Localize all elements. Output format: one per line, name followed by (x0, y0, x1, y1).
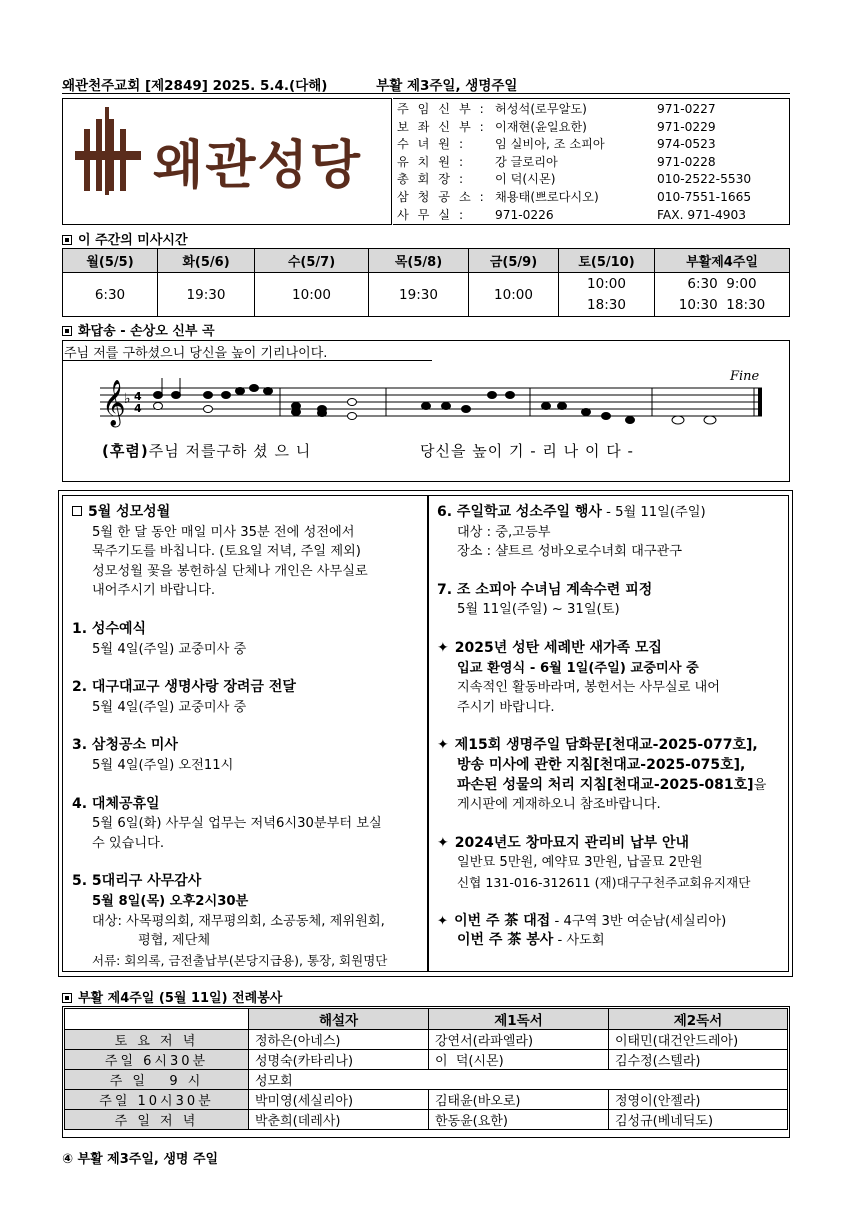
staff-role: 보 좌 신 부 : (397, 119, 487, 134)
announcement-title: 7. 조 소피아 수녀님 계속수련 피정 (437, 581, 653, 598)
staff-role: 삼 청 공 소 : (397, 189, 487, 204)
staff-row (397, 189, 789, 207)
first-reader: 김태윤(바오로) (429, 1090, 609, 1110)
mass-time-cell (559, 273, 655, 317)
service-row (65, 1090, 788, 1110)
mass-time-row (63, 273, 790, 317)
announcement-title: ✦ 제15회 생명주일 담화문[천대교-2025-077호], (437, 737, 758, 754)
day-header: 수(5/7) (255, 249, 369, 273)
announcement-text: 지속적인 활동바라며, 봉헌서는 사무실로 내어 (457, 680, 721, 696)
staff-name: 임 실비아, 조 소피아 (495, 137, 605, 152)
announcement-title: ✦ 이번 주 茶 대접 - 4구역 3반 여순남(세실리아) (437, 912, 727, 929)
lyric-part-1: 주님 저를구하 셨 으 니 (148, 442, 312, 460)
first-reader: 이 덕(시몬) (429, 1050, 609, 1070)
staff-name: 채용태(쁘로다시오) (495, 189, 599, 204)
announcement-text: 묵주기도를 바칩니다. (토요일 저녁, 주일 제외) (92, 544, 361, 560)
staff-name: 허성석(로무알도) (495, 102, 587, 116)
commentator: 성모회 (249, 1070, 788, 1090)
announcement-title: 5. 5대리구 사무감사 (72, 873, 202, 890)
service-header (65, 1009, 249, 1030)
day-header: 토(5/10) (559, 249, 655, 273)
mass-times-table (62, 248, 790, 317)
announcement-text: 5월 4일(주일) 교중미사 중 (92, 641, 247, 657)
announcement-title: 1. 성수예식 (72, 620, 147, 637)
day-header: 월(5/5) (63, 249, 158, 273)
liturgical-day: 부활 제3주일, 생명주일 (376, 78, 518, 94)
first-reader: 한동윤(요한) (429, 1110, 609, 1130)
announcement-title: 3. 삼청공소 미사 (72, 737, 178, 754)
section-bullet-icon (62, 993, 72, 1003)
service-title: 부활 제4주일 (5월 11일) 전례봉사 (62, 987, 282, 1006)
mass-time: 10:30 18:30 (678, 296, 766, 313)
commentator: 박춘희(데레사) (249, 1110, 429, 1130)
announcement-text: 파손된 성물의 처리 지침[천대교-2025-081호]을 (457, 776, 767, 793)
staff-name: 971-0226 (495, 207, 554, 222)
staff-row (397, 207, 789, 225)
music-staff (90, 366, 770, 436)
commentator: 박미영(세실리아) (249, 1090, 429, 1110)
announcement-title: ✦ 2025년 성탄 세례반 새가족 모집 (437, 639, 662, 656)
church-name-logo: 왜관성당 (153, 136, 362, 196)
announcement-text: 5월 11일(주일) ~ 31일(토) (457, 602, 620, 618)
first-reader: 강연서(라파엘라) (429, 1030, 609, 1050)
announcement-text: 성모성월 꽃을 봉헌하실 단체나 개인은 사무실로 (92, 563, 368, 579)
service-row (65, 1110, 788, 1130)
right-announcements (437, 503, 766, 951)
section-bullet-icon (62, 235, 72, 245)
svg-text:♭: ♭ (124, 391, 131, 407)
mass-time: 10:00 (469, 273, 559, 317)
star-icon: ✦ (437, 737, 449, 754)
service-header-row (65, 1009, 788, 1030)
star-icon: ✦ (437, 913, 449, 929)
announcement-text: 신협 131-016-312611 (재)대구구천주교회유지재단 (457, 874, 751, 890)
staff-name: 이 덕(시몬) (495, 172, 556, 187)
commentator: 성명숙(카타리나) (249, 1050, 429, 1070)
service-row (65, 1030, 788, 1050)
section-bullet-icon (62, 326, 72, 336)
bulletin-header (62, 74, 517, 94)
service-slot: 주일 6시30분 (65, 1050, 249, 1070)
announcement-text: 5월 6일(화) 사무실 업무는 저녁6시30분부터 보실 (92, 816, 382, 832)
announcement-text: 서류: 회의록, 금전출납부(본당지급용), 통장, 회원명단 (92, 952, 388, 968)
announcement-text: 평협, 제단체 (138, 933, 211, 949)
service-row (65, 1070, 788, 1090)
day-header: 부활제4주일 (655, 249, 790, 273)
staff-row (397, 119, 789, 137)
service-table (64, 1008, 788, 1130)
star-icon: ✦ (437, 639, 449, 656)
svg-text:4: 4 (134, 402, 142, 415)
announcement-title: 4. 대체공휴일 (72, 795, 160, 812)
service-header: 제1독서 (429, 1009, 609, 1030)
psalm-title: 화답송 - 손상오 신부 곡 (62, 320, 215, 339)
staff-role: 수 녀 원 : (397, 137, 466, 152)
staff-directory (393, 98, 790, 225)
page-footer: ④ 부활 제3주일, 생명 주일 (62, 1152, 219, 1167)
announcement-text: 5월 8일(목) 오후2시30분 (92, 893, 249, 909)
second-reader: 정영이(안젤라) (609, 1090, 788, 1110)
announcement-text: 5월 4일(주일) 교중미사 중 (92, 699, 247, 715)
staff-phone: 010-2522-5530 (657, 172, 752, 187)
service-row (65, 1050, 788, 1070)
staff-phone: 974-0523 (657, 137, 716, 152)
treble-clef-icon: 𝄞 (102, 380, 126, 426)
service-header: 해설자 (249, 1009, 429, 1030)
announcement-text: 대상: 사목평의회, 재무평의회, 소공동체, 제위원회, (92, 913, 385, 929)
service-slot: 주 일 저 녁 (65, 1110, 249, 1130)
commentator: 정하은(아네스) (249, 1030, 429, 1050)
mass-time: 6:30 9:00 (687, 275, 757, 292)
mass-time: 19:30 (158, 273, 255, 317)
staff-row (397, 136, 789, 154)
announcement-text: 내어주시기 바랍니다. (92, 583, 216, 599)
announcement-title: 5월 성모성월 (72, 503, 387, 523)
staff-phone: 971-0228 (657, 154, 716, 169)
star-icon: ✦ (437, 834, 449, 851)
mass-time: 18:30 (587, 296, 626, 313)
announcement-title: 6. 주일학교 성소주일 행사 - 5월 11일(주일) (437, 504, 706, 520)
left-announcements (72, 503, 387, 970)
second-reader: 김수정(스텔라) (609, 1050, 788, 1070)
refrain-label: (후렴) (102, 442, 149, 460)
staff-role: 사 무 실 : (397, 207, 466, 222)
psalm-lyric-line (102, 440, 311, 461)
mass-time-cell (655, 273, 790, 317)
service-slot: 주 일 9 시 (65, 1070, 249, 1090)
announcement-text: 주시기 바랍니다. (457, 699, 555, 715)
service-header: 제2독서 (609, 1009, 788, 1030)
bulletin-issue: 왜관천주교회 [제2849] 2025. 5.4.(다해) (62, 78, 328, 94)
fine-marker: Fine (730, 369, 760, 384)
church-logo-box (62, 98, 392, 225)
staff-role: 총 회 장 : (397, 172, 466, 187)
service-slot: 토 요 저 녁 (65, 1030, 249, 1050)
staff-role: 주 임 신 부 : (397, 102, 487, 116)
announcement-text: 5월 4일(주일) 오전11시 (92, 757, 234, 773)
mass-time: 19:30 (369, 273, 469, 317)
announcement-text: 게시판에 게재하오니 참조바랍니다. (457, 797, 661, 813)
announcement-text: 이번 주 茶 봉사 - 사도회 (457, 932, 605, 949)
staff-phone: 971-0227 (657, 102, 716, 116)
staff-phone: 010-7551-1665 (657, 189, 752, 204)
mass-header-row (63, 249, 790, 273)
day-header: 금(5/9) (469, 249, 559, 273)
announcement-title: 2. 대구대교구 생명사랑 장려금 전달 (72, 679, 296, 696)
announcement-text: 입교 환영식 - 6월 1일(주일) 교중미사 중 (457, 660, 699, 676)
announcement-title: ✦ 2024년도 창마묘지 관리비 납부 안내 (437, 834, 690, 851)
announcement-text: 수 있습니다. (92, 835, 165, 851)
service-slot: 주일 10시30분 (65, 1090, 249, 1110)
section-bullet-icon (72, 506, 82, 516)
svg-text:4: 4 (134, 390, 142, 403)
announcement-text: 5월 한 달 동안 매일 미사 35분 전에 성전에서 (92, 524, 355, 540)
mass-times-title: 이 주간의 미사시간 (62, 229, 188, 248)
mass-time: 10:00 (587, 275, 626, 292)
staff-phone: 971-0229 (657, 119, 716, 134)
staff-name: 이재현(윤일요한) (495, 119, 587, 134)
staff-name: 강 글로리아 (495, 154, 558, 169)
mass-time: 6:30 (63, 273, 158, 317)
day-header: 목(5/8) (369, 249, 469, 273)
psalm-response: 주님 저를 구하셨으니 당신을 높이 기리나이다. (64, 346, 328, 361)
staff-row (397, 171, 789, 189)
staff-row (397, 154, 789, 172)
announcement-text: 대상 : 중,고등부 (457, 524, 551, 540)
staff-row (397, 101, 789, 119)
second-reader: 김성규(베네딕도) (609, 1110, 788, 1130)
staff-role: 유 치 원 : (397, 154, 466, 169)
announcement-text: 일반묘 5만원, 예약묘 3만원, 납골묘 2만원 (457, 855, 703, 871)
day-header: 화(5/6) (158, 249, 255, 273)
announcement-text: 방송 미사에 관한 지침[천대교-2025-075호], (457, 756, 746, 773)
mass-time: 10:00 (255, 273, 369, 317)
second-reader: 이태민(대건안드레아) (609, 1030, 788, 1050)
header-rule (62, 93, 790, 94)
announcement-text: 장소 : 샬트르 성바오로수녀회 대구관구 (457, 544, 683, 560)
lyric-part-2: 당신을 높이 기 - 리 나 이 다 - (420, 442, 634, 460)
staff-phone: FAX. 971-4903 (657, 207, 747, 222)
